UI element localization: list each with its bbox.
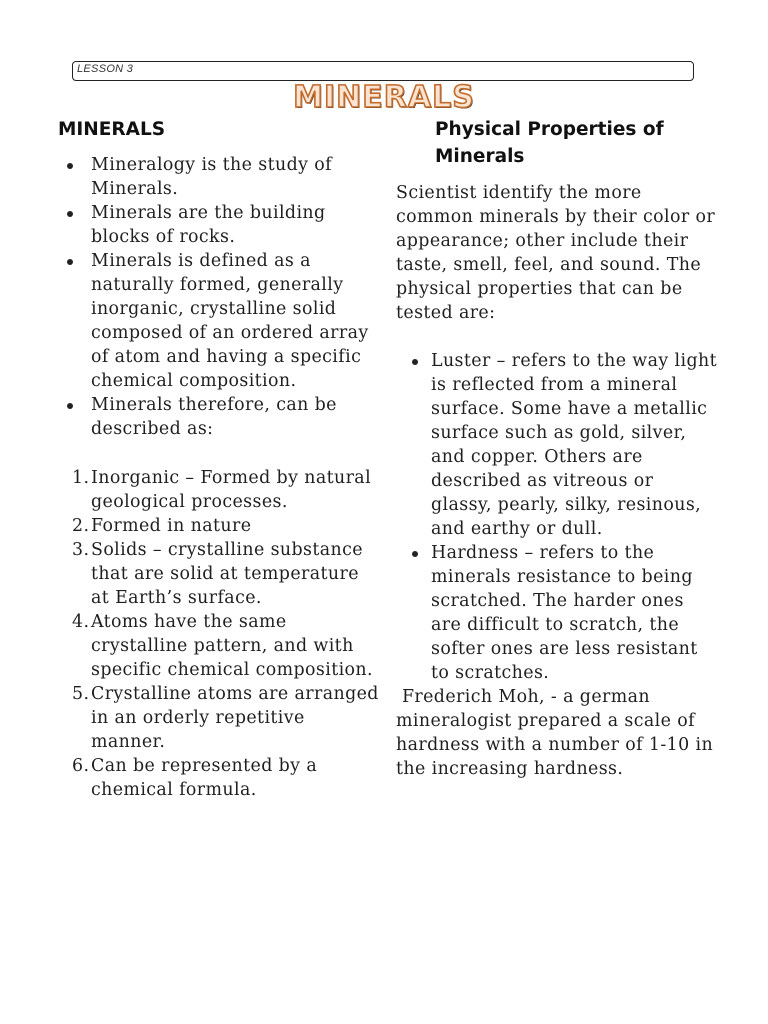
right-section-heading: Physical Properties of Minerals [435, 119, 664, 167]
list-item: Minerals therefore, can be described as: [50, 393, 380, 441]
item-text: Crystalline atoms are arranged in an orderly repetitive manner. [91, 684, 379, 752]
list-item: Mineralogy is the study of Minerals. [50, 153, 380, 201]
left-section-heading: MINERALS [58, 119, 166, 140]
properties-list [396, 349, 718, 685]
closing-paragraph: Frederich Moh, - a german mineralogist prepared a scale of hardness with a number of 1-10 in the increasing hardness. [396, 687, 720, 779]
numbered-item [50, 682, 380, 754]
mineral-characteristics-list [50, 466, 380, 802]
numbered-item [50, 466, 380, 514]
page-title: MINERALS [293, 80, 475, 115]
list-item: Hardness – refers to the minerals resistance to being scratched. The harder ones are difficult to scratch, the softer ones are less resistant to scratches. [396, 541, 718, 685]
mineral-facts-list [50, 153, 380, 441]
lesson-label: LESSON 3 [77, 63, 134, 75]
item-text: Solids – crystalline substance that are solid at temperature at Earth’s surface. [91, 540, 363, 608]
numbered-item [50, 514, 380, 538]
list-item: Minerals are the building blocks of rocks. [50, 201, 380, 249]
item-number: 4. [72, 612, 90, 632]
list-item: Luster – refers to the way light is reflected from a mineral surface. Some have a metallic surface such as gold, silver, and copper. Others are described as vitreous or glassy, pearly, silky, resinous, and earthy or dull. [396, 349, 718, 541]
item-text: Inorganic – Formed by natural geological processes. [91, 468, 372, 512]
item-text: Atoms have the same crystalline pattern, and with specific chemical composition. [91, 612, 373, 680]
list-item: Minerals is defined as a naturally formed, generally inorganic, crystalline solid composed of an ordered array of atom and having a specific chemical composition. [50, 249, 380, 393]
numbered-item [50, 754, 380, 802]
item-text: Can be represented by a chemical formula. [91, 756, 318, 800]
item-text: Formed in nature [91, 516, 252, 536]
numbered-item [50, 610, 380, 682]
item-number: 3. [72, 540, 90, 560]
item-number: 6. [72, 756, 90, 776]
item-number: 2. [72, 516, 90, 536]
item-number: 1. [72, 468, 90, 488]
intro-paragraph: Scientist identify the more common minerals by their color or appearance; other include their taste, smell, feel, and sound. The physical properties that can be tested are: [396, 183, 716, 323]
numbered-item [50, 538, 380, 610]
right-column [396, 181, 718, 781]
lesson-label-box [72, 61, 694, 81]
left-column [50, 153, 380, 802]
item-number: 5. [72, 684, 90, 704]
